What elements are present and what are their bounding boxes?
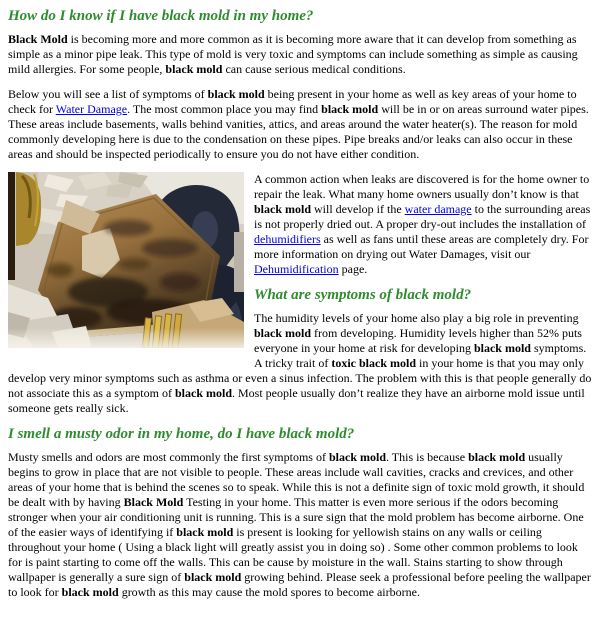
humidity-paragraph: The humidity levels of your home also play a big role in preventing black mold from developing. Humidity levels higher than 52% puts everyone in your home at risk for developing black mold symptoms. A tricky trait of toxic black mold in your home is that you may only develop very minor symptoms such as asthma or even a sinus infection. The problem with this is that people generally do not associate this as a symptom of black mold. Most people usually don’t realize they have an airborne mold issue until someone gets really sick.: [8, 311, 592, 415]
bold-term: black mold: [321, 102, 379, 116]
dehumidifiers-link[interactable]: dehumidifiers: [254, 232, 321, 246]
bold-term: black mold: [328, 450, 386, 464]
where-to-check-paragraph: Below you will see a list of symptoms of black mold being present in your home as well as key areas of your home to check for Water Damage. The most common place you may find black mold will be in or on areas surround water pipes. These areas include basements, walls behind vanities, attics, and areas around the water heater(s). The reason for mold commonly developing here is due to the condensation on these pipes. Pipe breaks and/or leaks can also occur in these areas and should be inspected periodically to ensure you do not have either condition.: [8, 87, 589, 161]
bold-term: black mold: [254, 202, 312, 216]
bold-term: Black Mold: [8, 32, 68, 46]
bold-term: black mold: [61, 585, 119, 599]
bold-term: toxic black mold: [331, 356, 416, 370]
bold-term: black mold: [468, 450, 526, 464]
bold-term: black mold: [473, 341, 531, 355]
mold-photo-image: [8, 172, 244, 348]
article-page: [8, 8, 592, 600]
leak-repair-paragraph: A common action when leaks are discovered is for the home owner to repair the leak. What many home owners usually don’t know is that black mold will develop if the water damage to the surrounding areas is not properly dried out. A proper dry-out includes the installation of dehumidifiers as well as fans until these areas are completely dry. For more information on drying out Water Damages, visit our Dehumidification page.: [254, 172, 591, 276]
bold-term: black mold: [184, 570, 242, 584]
mold-photo: [8, 172, 244, 348]
bold-term: Black Mold: [123, 495, 184, 509]
photo-bottom-fade: [8, 328, 244, 348]
dark-edge-shape: [8, 172, 15, 280]
heading-how-do-i-know: How do I know if I have black mold in my home?: [8, 8, 314, 24]
intro-paragraph: Black Mold is becoming more and more common as it is becoming more aware that it can develop from something as simple as a minor pipe leak. This type of mold is very toxic and symptoms can include something as simple as causing mild allergies. For some people, black mold can cause serious medical conditions.: [8, 32, 578, 76]
water-damage-inline-link[interactable]: water damage: [404, 202, 472, 216]
bold-term: black mold: [176, 525, 234, 539]
dehumidification-link[interactable]: Dehumidification: [254, 262, 339, 276]
musty-odor-paragraph: Musty smells and odors are most commonly the first symptoms of black mold. This is because black mold usually begins to grow in place that are not visible to people. These areas include wall cavities, cracks and crevices, and other areas of your home that is behind the scenes so to speak. While this is not a definite sign of toxic mold growth, it should be dealt with by having Black Mold Testing in your home. This matter is even more serious if the odors becoming stronger when your air conditioning unit is running. This is a sure sign that the mold problem has become airborne. One of the easier ways of identifying if black mold is present is looking for yellowish stains on any walls or ceiling throughout your home ( Using a black light will greatly assist you in doing so) . Some other common problems to look for is paint starting to come off the walls. This can be cause by moisture in the wall. Stains starting to show through wallpaper is generally a sure sign of black mold growing behind. Please seek a professional before peeling the wallpaper to look for black mold growth as this may cause the mold spores to become airborne.: [8, 450, 591, 599]
bold-term: black mold: [254, 326, 312, 340]
bold-term: black mold: [165, 62, 223, 76]
bold-term: black mold: [174, 386, 232, 400]
heading-musty-odor: I smell a musty odor in my home, do I have black mold?: [8, 426, 355, 442]
heading-symptoms: What are symptoms of black mold?: [254, 287, 472, 303]
water-damage-link[interactable]: Water Damage: [55, 102, 128, 116]
bold-term: black mold: [207, 87, 265, 101]
